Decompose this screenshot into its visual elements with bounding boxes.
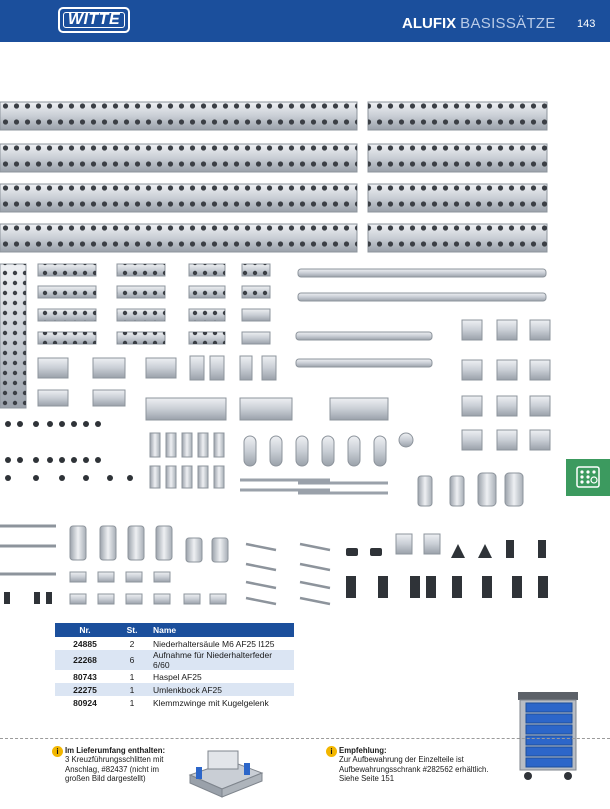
witte-logo — [58, 7, 130, 33]
recommendation-note — [326, 746, 526, 784]
recommendation-line: Zur Aufbewahrung der Einzelteile ist — [339, 755, 464, 765]
table-row — [55, 637, 294, 650]
table-row — [55, 650, 294, 670]
cross-slide-image — [186, 741, 264, 799]
section-tab-icon — [566, 459, 610, 496]
cell-name: Niederhaltersäule M6 AF25 l125 — [153, 638, 275, 649]
section-divider — [0, 738, 610, 739]
cell-st: 1 — [129, 697, 135, 708]
page-header — [0, 0, 610, 42]
included-note-line: großen Bild dargestellt) — [65, 774, 146, 784]
cell-st: 2 — [129, 638, 135, 649]
section-title-bold: ALUFIX — [402, 15, 457, 32]
recommendation-heading: Empfehlung: — [339, 746, 387, 755]
included-note-line: 3 Kreuzführungsschlitten mit — [65, 755, 164, 765]
included-note-line: Anschlag, #82437 (nicht im — [65, 764, 160, 774]
info-icon: i — [326, 746, 337, 757]
cell-nr: 80924 — [73, 697, 97, 708]
parts-table — [55, 623, 294, 709]
cell-nr: 24885 — [73, 638, 97, 649]
cell-name: Aufnahme für Niederhalterfeder 6/60 — [149, 650, 294, 670]
info-icon: i — [52, 746, 63, 757]
col-header-name: Name — [149, 623, 294, 637]
included-note-heading: Im Lieferumfang enthalten: — [65, 746, 166, 755]
table-row — [55, 683, 294, 696]
cell-st: 1 — [129, 671, 135, 682]
cell-name: Klemmzwinge mit Kugelgelenk — [153, 697, 269, 708]
table-row — [55, 696, 294, 709]
included-note — [52, 746, 182, 784]
col-header-st: St. — [115, 623, 149, 637]
cell-st: 6 — [115, 650, 149, 670]
recommendation-line: Siehe Seite 151 — [339, 774, 395, 784]
section-title-light: BASISSÄTZE — [460, 15, 556, 32]
cell-name: Haspel AF25 — [153, 671, 202, 682]
grid-plate-icon — [576, 466, 600, 488]
cell-st: 1 — [115, 683, 149, 696]
cell-nr: 22275 — [55, 683, 115, 696]
logo-text: WITTE — [67, 11, 121, 28]
section-title — [402, 15, 556, 32]
cell-nr: 80743 — [73, 671, 97, 682]
product-kit-photo — [0, 98, 566, 610]
table-row — [55, 670, 294, 683]
col-header-nr: Nr. — [55, 623, 115, 637]
table-header-row — [55, 623, 294, 637]
cell-name: Umlenkbock AF25 — [149, 683, 294, 696]
recommendation-line: Aufbewahrungsschrank #282562 erhältlich. — [339, 764, 489, 774]
page-number: 143 — [577, 18, 596, 30]
cell-nr: 22268 — [55, 650, 115, 670]
rail-rows — [0, 102, 547, 252]
